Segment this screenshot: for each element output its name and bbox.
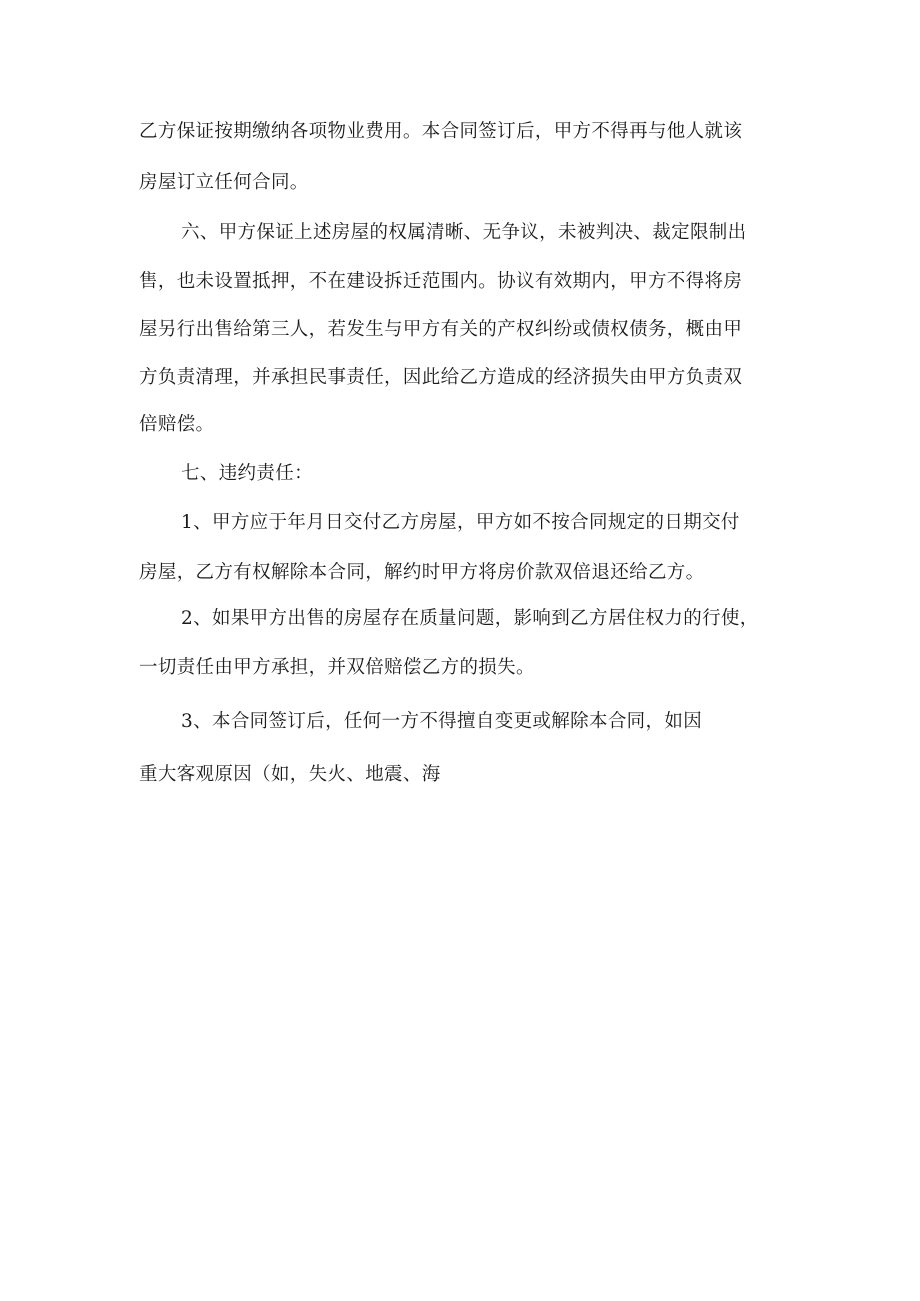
clause-two-line: 2、如果甲方出售的房屋存在质量问题，影响到乙方居住权力的行使，	[181, 608, 759, 629]
text-line: 房屋订立任何合同。	[139, 172, 309, 193]
paragraph-six-line: 六、甲方保证上述房屋的权属清晰、无争议，未被判决、裁定限制出	[181, 222, 747, 243]
text-line: 倍赔偿。	[139, 414, 215, 435]
text-line: 一切责任由甲方承担，并双倍赔偿乙方的损失。	[139, 657, 535, 678]
text-line: 售，也未设置抵押，不在建设拆迁范围内。协议有效期内，甲方不得将房	[139, 271, 743, 292]
text-line: 房屋，乙方有权解除本合同，解约时甲方将房价款双倍退还给乙方。	[139, 562, 705, 583]
clause-three-line: 3、本合同签订后，任何一方不得擅自变更或解除本合同，如因	[181, 711, 703, 732]
text-line: 方负责清理，并承担民事责任，因此给乙方造成的经济损失由甲方负责双	[139, 367, 743, 388]
section-heading: 七、违约责任：	[181, 463, 313, 484]
text-line: 乙方保证按期缴纳各项物业费用。本合同签订后，甲方不得再与他人就该	[139, 121, 743, 142]
text-line: 屋另行出售给第三人，若发生与甲方有关的产权纠纷或债权债务，概由甲	[139, 319, 743, 340]
clause-one-line: 1、甲方应于年月日交付乙方房屋，甲方如不按合同规定的日期交付	[181, 512, 740, 533]
text-line: 重大客观原因（如，失火、地震、海	[139, 764, 441, 785]
